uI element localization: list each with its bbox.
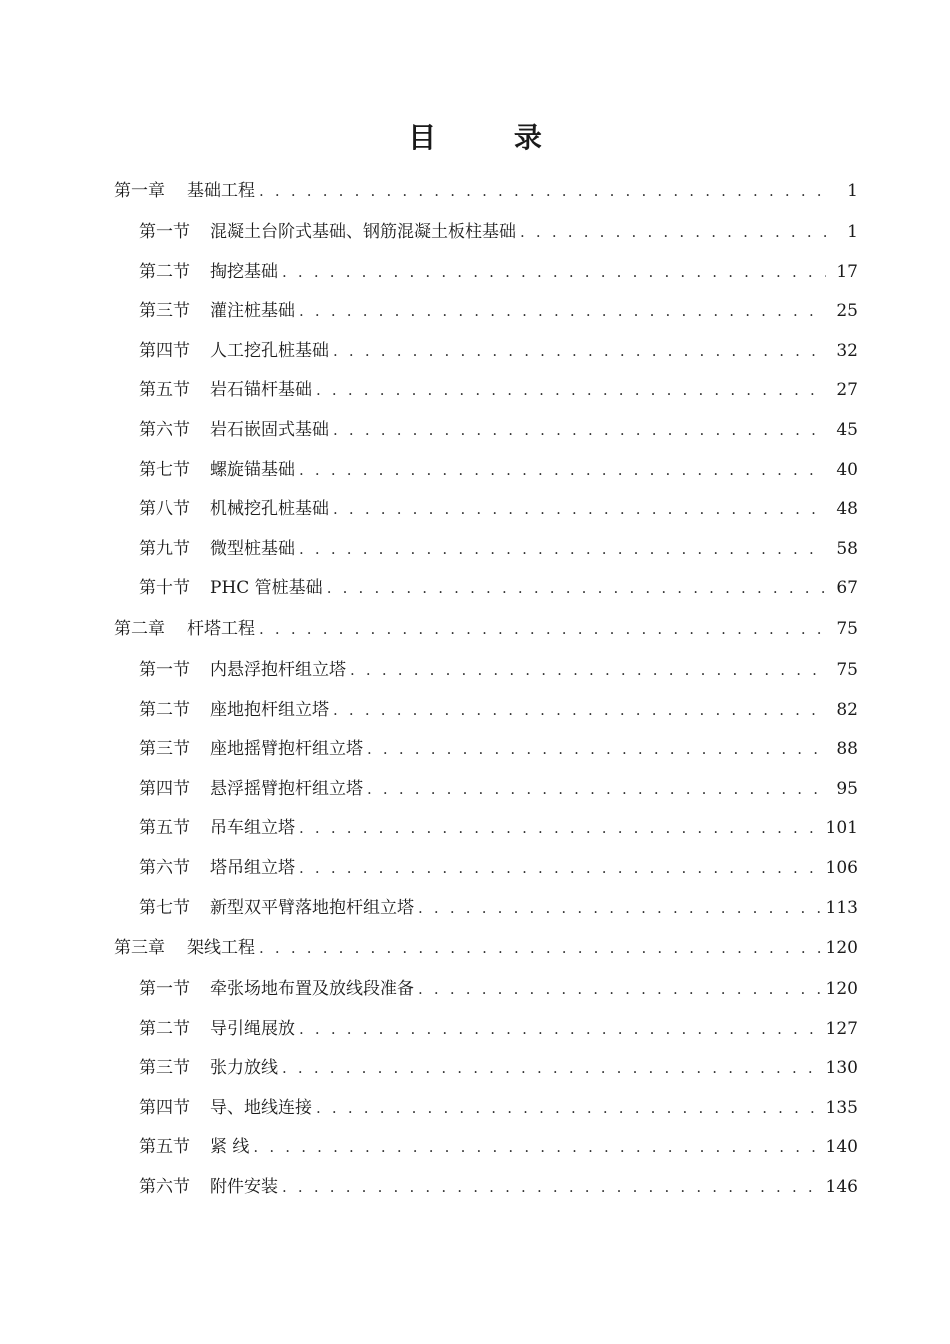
section-number: 第一节 [139,659,190,680]
section-title: 灌注桩基础 [210,301,295,322]
section-title: 塔吊组立塔 [210,857,295,878]
toc-section[interactable] [0,252,950,292]
section-number: 第六节 [139,857,190,878]
page-number: 45 [836,419,858,440]
page-number: 32 [836,340,858,361]
toc-section[interactable] [0,1127,950,1167]
section-number: 第四节 [139,340,190,361]
toc-section[interactable] [0,529,950,569]
toc-section[interactable] [0,969,950,1009]
page-number: 1 [847,181,858,201]
page-number: 146 [825,1177,858,1198]
page-title: 目 录 [408,121,576,154]
page-number: 135 [825,1097,858,1118]
toc-section[interactable] [0,729,950,769]
dot-leader [333,489,826,529]
dot-leader [282,1167,822,1207]
page-number: 95 [836,778,858,799]
section-number: 第二节 [139,1018,190,1039]
page-number: 88 [836,739,858,760]
dot-leader [367,769,826,809]
section-number: 第一节 [139,979,190,1000]
page-number: 106 [825,857,858,878]
toc-chapter-1[interactable] [0,170,950,212]
section-number: 第五节 [139,818,190,839]
section-number: 第二节 [139,699,190,720]
section-title: 导、地线连接 [210,1097,312,1118]
section-title: 导引绳展放 [210,1018,295,1039]
section-title: 机械挖孔桩基础 [210,499,329,520]
toc-section[interactable] [0,650,950,690]
section-title: 吊车组立塔 [210,818,295,839]
page-number: 25 [836,301,858,322]
dot-leader [259,608,826,650]
toc-section[interactable] [0,888,950,928]
dot-leader [299,808,822,848]
section-number: 第三节 [139,301,190,322]
section-number: 第三节 [139,739,190,760]
page-number: 67 [836,578,858,599]
page-number: 40 [836,459,858,480]
chapter-title: 杆塔工程 [187,618,255,639]
section-number: 第六节 [139,419,190,440]
section-number: 第一节 [139,222,190,242]
dot-leader [520,212,826,252]
chapter-title: 基础工程 [187,181,255,201]
page-number: 127 [825,1018,858,1039]
section-title: 悬浮摇臂抱杆组立塔 [210,778,363,799]
dot-leader [316,370,826,410]
section-number: 第六节 [139,1177,190,1198]
dot-leader [418,888,822,928]
page-number: 48 [836,499,858,520]
section-title: 新型双平臂落地抱杆组立塔 [210,897,414,918]
section-title: 岩石锚杆基础 [210,380,312,401]
toc-section[interactable] [0,291,950,331]
section-number: 第四节 [139,1097,190,1118]
dot-leader [299,450,826,490]
dot-leader [316,1088,822,1128]
toc-chapter-2[interactable] [0,608,950,650]
section-title: 人工挖孔桩基础 [210,340,329,361]
toc-section[interactable] [0,808,950,848]
dot-leader [333,410,826,450]
page-number: 140 [825,1137,858,1158]
section-title: 附件安装 [210,1177,278,1198]
dot-leader [253,1127,821,1167]
chapter-number: 第二章 [114,618,165,639]
page-number: 75 [836,618,858,639]
dot-leader [299,291,826,331]
toc-section[interactable] [0,331,950,371]
toc-section[interactable] [0,568,950,608]
page-number: 120 [825,979,858,1000]
section-number: 第七节 [139,459,190,480]
dot-leader [299,529,826,569]
section-title: 座地抱杆组立塔 [210,699,329,720]
chapter-number: 第一章 [114,181,165,201]
toc-section[interactable] [0,1088,950,1128]
section-number: 第十节 [139,578,190,599]
dot-leader [333,331,826,371]
section-title: 牵张场地布置及放线段准备 [210,979,414,1000]
toc-section[interactable] [0,450,950,490]
dot-leader [259,170,826,212]
toc-section[interactable] [0,1048,950,1088]
toc-section[interactable] [0,1009,950,1049]
section-title: 座地摇臂抱杆组立塔 [210,739,363,760]
dot-leader [327,568,826,608]
section-title: 微型桩基础 [210,538,295,559]
dot-leader [299,1009,822,1049]
toc-section[interactable] [0,848,950,888]
page-number: 113 [825,897,858,918]
toc-section[interactable] [0,489,950,529]
dot-leader [350,650,826,690]
dot-leader [367,729,826,769]
section-title: 掏挖基础 [210,261,278,282]
page-number: 101 [825,818,858,839]
toc-section[interactable] [0,370,950,410]
section-title: 螺旋锚基础 [210,459,295,480]
section-number: 第五节 [139,380,190,401]
dot-leader [299,848,822,888]
toc-section[interactable] [0,410,950,450]
section-number: 第三节 [139,1058,190,1079]
toc-section[interactable] [0,212,950,252]
page-number: 130 [825,1058,858,1079]
section-title: PHC 管桩基础 [210,578,323,599]
page-number: 1 [847,222,858,242]
dot-leader [333,690,826,730]
section-number: 第四节 [139,778,190,799]
toc-section[interactable] [0,690,950,730]
page-number: 27 [836,380,858,401]
section-number: 第九节 [139,538,190,559]
chapter-number: 第三章 [114,938,165,959]
toc-chapter-3[interactable] [0,927,950,969]
dot-leader [282,1048,822,1088]
table-of-contents [0,170,950,1207]
dot-leader [418,969,822,1009]
section-title: 岩石嵌固式基础 [210,419,329,440]
page-number: 120 [825,938,858,959]
section-number: 第五节 [139,1137,190,1158]
chapter-title: 架线工程 [187,938,255,959]
page-number: 75 [836,659,858,680]
section-title: 张力放线 [210,1058,278,1079]
page-number: 58 [836,538,858,559]
section-number: 第八节 [139,499,190,520]
section-title: 混凝土台阶式基础、钢筋混凝土板柱基础 [210,222,516,242]
section-title: 紧 线 [210,1137,250,1158]
section-title: 内悬浮抱杆组立塔 [210,659,346,680]
dot-leader [259,927,822,969]
dot-leader [282,252,826,292]
section-number: 第二节 [139,261,190,282]
page-number: 82 [836,699,858,720]
section-number: 第七节 [139,897,190,918]
toc-section[interactable] [0,1167,950,1207]
toc-section[interactable] [0,769,950,809]
page-number: 17 [836,261,858,282]
